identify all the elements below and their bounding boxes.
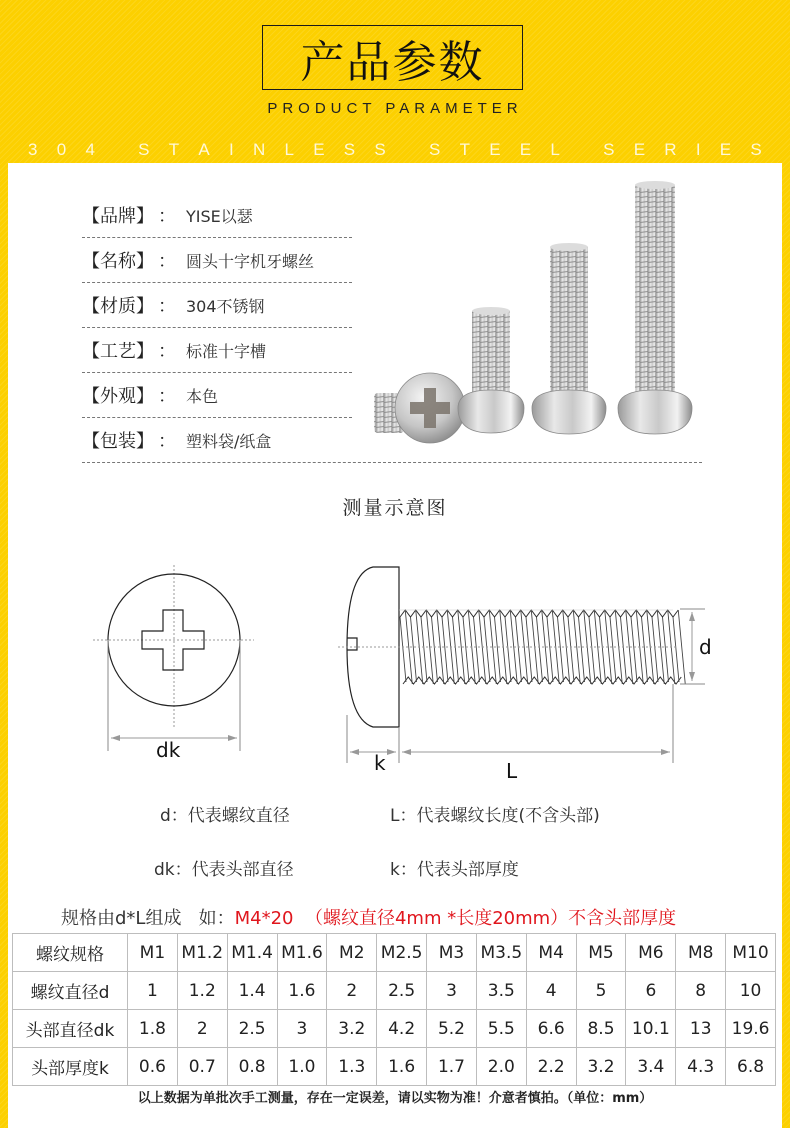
spec-value: 标准十字槽: [186, 341, 267, 361]
formula-prefix: 规格由d*L组成 如：: [61, 908, 235, 929]
table-cell: 3: [427, 972, 477, 1010]
table-cell: 2.5: [227, 1010, 277, 1048]
table-row-head-thickness: [13, 1048, 776, 1086]
series-char: T: [168, 140, 180, 159]
series-char: I: [228, 140, 234, 159]
table-cell: 1.6: [277, 972, 327, 1010]
series-char: E: [519, 140, 532, 159]
table-cell: 0.6: [128, 1048, 178, 1086]
title-box: [262, 25, 523, 90]
table-cell: M1.2: [177, 934, 227, 972]
series-char: S: [374, 140, 386, 159]
table-cell: 6: [626, 972, 676, 1010]
table-cell: 4.3: [676, 1048, 726, 1086]
spec-separator: ：: [158, 386, 176, 407]
head-top-view: [93, 565, 254, 751]
formula-example: M4*20: [234, 908, 294, 929]
series-banner: [0, 140, 790, 160]
spec-separator: ：: [158, 251, 176, 272]
spec-value: 圆头十字机牙螺丝: [186, 251, 315, 271]
series-char: L: [284, 140, 294, 159]
legend-dk: dk：代表头部直径: [154, 860, 294, 880]
table-cell: 1.0: [277, 1048, 327, 1086]
label-L: L: [506, 759, 518, 783]
spec-key: 【外观】: [82, 386, 154, 407]
table-cell: 5.2: [427, 1010, 477, 1048]
table-cell: 6.6: [526, 1010, 576, 1048]
table-cell: 3.2: [576, 1048, 626, 1086]
table-cell: M2: [327, 934, 377, 972]
table-cell: 3: [277, 1010, 327, 1048]
table-cell: 1.4: [227, 972, 277, 1010]
series-char: E: [489, 140, 501, 159]
series-char: [405, 140, 410, 160]
table-cell: 10.1: [626, 1010, 676, 1048]
table-cell: M6: [626, 934, 676, 972]
table-cell: 3.5: [476, 972, 526, 1010]
legend-L: L：代表螺纹长度(不含头部): [390, 806, 600, 826]
spec-value: YISE以瑟: [186, 206, 253, 226]
series-char: R: [664, 140, 677, 159]
table-cell: 6.8: [726, 1048, 776, 1086]
series-char: 4: [85, 140, 95, 159]
series-char: E: [633, 140, 646, 159]
spec-key: 【材质】: [82, 296, 154, 317]
table-cell: 1.8: [128, 1010, 178, 1048]
screw-side-view: [338, 567, 705, 763]
spec-key: 【工艺】: [82, 341, 154, 362]
table-row-thread-diameter: [13, 972, 776, 1010]
spec-separator: ：: [158, 341, 176, 362]
spec-separator: ：: [158, 431, 176, 452]
table-cell: 13: [676, 1010, 726, 1048]
table-cell: 19.6: [726, 1010, 776, 1048]
table-cell: 0.8: [227, 1048, 277, 1086]
table-row-spec: [13, 934, 776, 972]
formula-explanation: （螺纹直径4mm *长度20mm）不含头部厚度: [293, 908, 677, 929]
table-cell: M3.5: [476, 934, 526, 972]
table-cell: M1.4: [227, 934, 277, 972]
series-char: N: [252, 140, 266, 159]
row-label: 头部直径dk: [13, 1010, 128, 1048]
legend-d: d：代表螺纹直径: [160, 806, 290, 826]
table-cell: M4: [526, 934, 576, 972]
page-subtitle: PRODUCT PARAMETER: [267, 100, 523, 117]
series-char: [579, 140, 584, 160]
table-cell: 2.0: [476, 1048, 526, 1086]
row-label: 螺纹直径d: [13, 972, 128, 1010]
series-char: 3: [28, 140, 38, 159]
table-cell: M1.6: [277, 934, 327, 972]
table-cell: 2.5: [377, 972, 427, 1010]
spec-value: 本色: [186, 386, 219, 406]
series-char: S: [138, 140, 150, 159]
row-label: 螺纹规格: [13, 934, 128, 972]
series-char: E: [313, 140, 325, 159]
table-row-head-diameter: [13, 1010, 776, 1048]
spec-value: 塑料袋/纸盒: [186, 431, 272, 451]
diagram-title: 测量示意图: [342, 497, 448, 519]
row-label: 头部厚度k: [13, 1048, 128, 1086]
table-cell: 4.2: [377, 1010, 427, 1048]
table-cell: 5: [576, 972, 626, 1010]
series-char: S: [428, 140, 441, 159]
table-cell: M1: [128, 934, 178, 972]
spec-table: [12, 933, 776, 1086]
label-k: k: [374, 751, 386, 775]
table-cell: 8: [676, 972, 726, 1010]
series-char: S: [750, 140, 762, 159]
table-cell: 2: [177, 1010, 227, 1048]
label-d: d: [699, 635, 712, 659]
table-cell: 2: [327, 972, 377, 1010]
table-cell: 4: [526, 972, 576, 1010]
spec-separator: ：: [158, 296, 176, 317]
table-cell: 10: [726, 972, 776, 1010]
series-char: S: [343, 140, 356, 159]
spec-key: 【品牌】: [82, 206, 154, 227]
footnote: 以上数据为单批次手工测量，存在一定误差，请以实物为准！介意者慎拍。（单位：mm）: [137, 1091, 653, 1106]
table-cell: 1.7: [427, 1048, 477, 1086]
series-char: S: [603, 140, 615, 159]
series-char: 0: [56, 140, 67, 159]
series-char: T: [459, 140, 470, 159]
label-dk: dk: [156, 738, 181, 762]
table-cell: 3.2: [327, 1010, 377, 1048]
table-cell: M8: [676, 934, 726, 972]
legend-k: k：代表头部厚度: [390, 860, 519, 880]
series-char: E: [719, 140, 732, 159]
table-cell: M2.5: [377, 934, 427, 972]
spec-key: 【名称】: [82, 251, 154, 272]
spec-value: 304不锈钢: [186, 296, 265, 316]
table-cell: 2.2: [526, 1048, 576, 1086]
series-char: A: [198, 140, 210, 159]
table-cell: 1.3: [327, 1048, 377, 1086]
spec-separator: ：: [158, 206, 176, 227]
table-cell: 1: [128, 972, 178, 1010]
table-cell: M10: [726, 934, 776, 972]
table-cell: 5.5: [476, 1010, 526, 1048]
series-char: I: [695, 140, 701, 159]
table-cell: M3: [427, 934, 477, 972]
table-cell: 1.2: [177, 972, 227, 1010]
table-cell: 1.6: [377, 1048, 427, 1086]
table-cell: 3.4: [626, 1048, 676, 1086]
series-char: L: [550, 140, 560, 159]
spec-key: 【包装】: [82, 431, 154, 452]
table-cell: 8.5: [576, 1010, 626, 1048]
table-cell: 0.7: [177, 1048, 227, 1086]
series-char: [114, 140, 119, 160]
spec-formula: [61, 904, 676, 930]
table-cell: M5: [576, 934, 626, 972]
page-title: 产品参数: [300, 36, 485, 88]
content-panel: [8, 163, 782, 1128]
